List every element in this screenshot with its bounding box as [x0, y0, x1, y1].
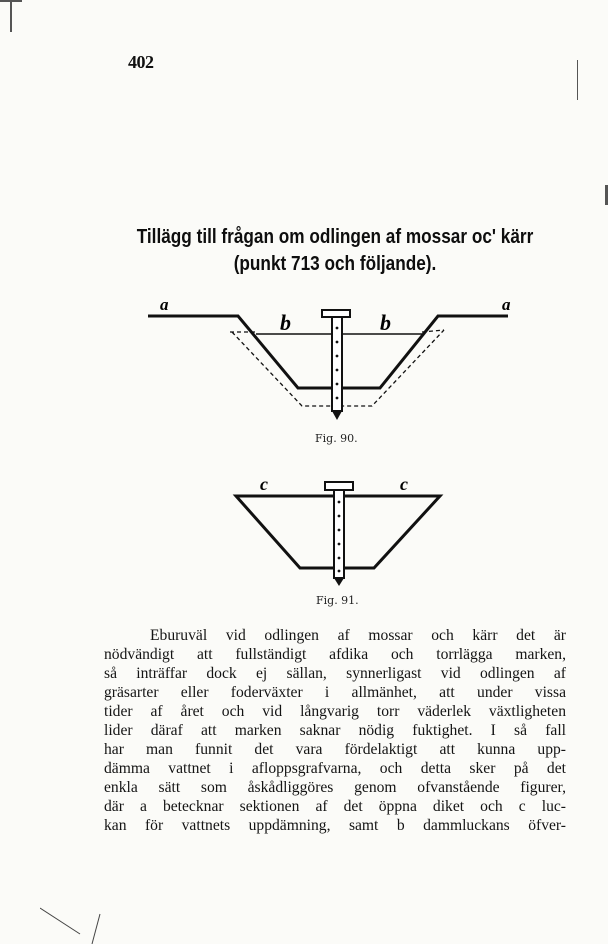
text-line: så inträffar dock ej sällan, synnerligast vid odlingen af: [104, 665, 566, 682]
board-hole: [336, 383, 339, 386]
section-heading: [133, 224, 537, 278]
board-hole: [336, 355, 339, 358]
body-paragraph: [104, 626, 566, 835]
board-tip: [332, 411, 342, 420]
figure-91-drawing: [228, 472, 448, 592]
text-line: Eburuväl vid odlingen af mossar och kärr det är: [150, 627, 566, 644]
board-tip: [334, 578, 344, 586]
label-a-left: a: [160, 296, 169, 314]
scan-artifact: [577, 60, 578, 100]
ditch-profile: [148, 316, 508, 388]
figure-91: [228, 472, 448, 592]
sluice-board-top: [322, 310, 350, 317]
label-b-left: b: [280, 310, 291, 335]
label-c-right: c: [400, 474, 408, 494]
text-line: har man funnit det vara fördelaktigt att kunna upp-: [104, 741, 566, 758]
page-number: 402: [128, 52, 154, 72]
figure-90-drawing: [140, 296, 540, 436]
board-hole: [338, 515, 341, 518]
text-line: nödvändigt att fullständigt afdika och torrlägga marken,: [104, 646, 566, 663]
board-hole: [338, 501, 341, 504]
scan-artifact: [40, 900, 110, 944]
figure-91-caption: Fig. 91.: [316, 594, 359, 607]
board-hole: [338, 557, 341, 560]
sluice-board-top: [325, 482, 353, 490]
figure-90-caption: Fig. 90.: [315, 432, 358, 445]
text-line: dämma vattnet i afloppsgrafvarna, och detta sker på det: [104, 760, 566, 777]
label-c-left: c: [260, 474, 268, 494]
label-b-right: b: [380, 310, 391, 335]
text-line: lider däraf att marken saknar nödig fuktighet. I så fall: [104, 722, 566, 739]
text-line: kan för vattnets uppdämning, samt b dammluckans öfver-: [104, 817, 566, 834]
board-hole: [336, 327, 339, 330]
figure-90: [140, 296, 540, 436]
board-hole: [338, 570, 341, 573]
heading-line-1: Tillägg till frågan om odlingen af mossar oc' kärr: [136, 226, 534, 248]
scan-artifact: [10, 2, 12, 32]
board-hole: [336, 397, 339, 400]
board-hole: [336, 341, 339, 344]
heading-line-2: (punkt 713 och följande).: [233, 253, 437, 275]
text-line: tider af året och vid långvarig torr väderlek växtligheten: [104, 703, 566, 720]
board-hole: [336, 369, 339, 372]
label-a-right: a: [502, 296, 511, 314]
board-hole: [338, 529, 341, 532]
board-hole: [338, 543, 341, 546]
text-line: där a betecknar sektionen af det öppna diket och c luc-: [104, 798, 566, 815]
text-line: gräsarter eller foderväxter i allmänhet, att under vissa: [104, 684, 566, 701]
text-line: enkla sätt som åskådliggöres genom ofvanstående figurer,: [104, 779, 566, 796]
